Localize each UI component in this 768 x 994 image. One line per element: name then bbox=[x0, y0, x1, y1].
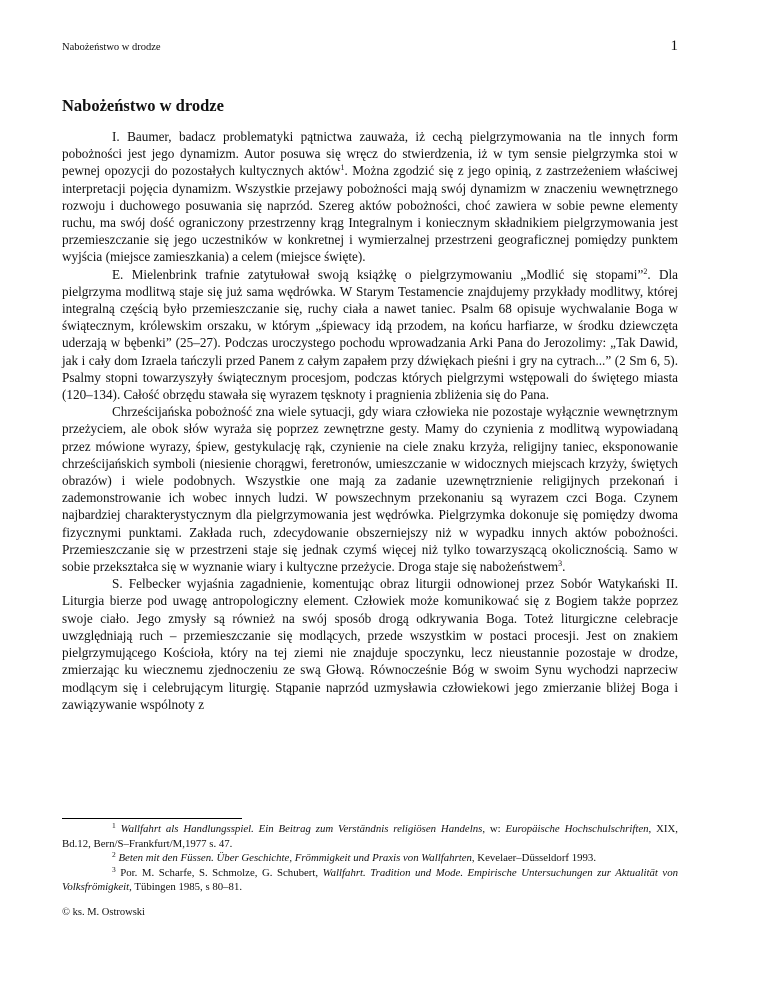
paragraph-4: S. Felbecker wyjaśnia zagadnienie, komentując obraz liturgii odnowionej przez Sobór Watykański II. Liturgia bierze pod uwagę antropologiczny element. Człowiek może komunikować się z Bogiem także poprzez swoje ciało. Jego zmysły są również na swój sposób drogą odkrywania Boga. Toteż liturgiczne celebracje uwzględniają ruch – przemieszczanie się modlących, przede wszystkim w postaci procesji. Jest on znakiem pielgrzymującego Kościoła, który na tej ziemi nie znajduje spoczynku, lecz nieustannie pozostaje w drodze, zmierzając ku wiecznemu zjednoczeniu ze swą Głową. Równocześnie Bóg w swoim Synu wychodzi naprzeciw modlącym się i celebrującym liturgię. Stąpanie naprzód uzmysławia człowiekowi jego zmierzanie bliżej Boga i zawiązywanie wspólnoty z bbox=[62, 576, 678, 712]
paragraph-2-text: E. Mielenbrink trafnie zatytułował swoją książkę o pielgrzymowaniu „Modlić się stopami” bbox=[112, 266, 644, 282]
footnote-ref-3[interactable]: 3 bbox=[558, 559, 563, 569]
paragraph-2-text-cont: . Dla pielgrzyma modlitwą staje się już sama wędrówka. W Starym Testamencie znajdujemy przykłady modlitwy, której integralną częścią było przemieszczanie się, ruchy ciała a nawet taniec. Psalm 68 opisuje wychwalanie Boga w świątecznym, królewskim orszaku, w którym „śpiewacy idą przodem, na końcu harfiarze, w środku dziewczęta uderzają w bębenki” (25–27). Podczas uroczystego pochodu wprowadzania Arki Pana do Jerozolimy: „Tak Dawid, jak i cały dom Izraela tańczyli przed Panem z całym zapałem przy dźwiękach pieśni i gry na cytrach...” (2 Sm 6, 5). Psalmy stopni towarzyszyły świątecznym procesjom, podczas których pielgrzymi wstępowali do świętego miasta (120–134). Całość obrzędu stawała się wyrazem tęsknoty i pragnienia zbliżenia się do Pana. bbox=[62, 266, 678, 403]
document-title: Nabożeństwo w drodze bbox=[62, 96, 224, 115]
footnote-title: Wallfahrt als Handlungsspiel. Ein Beitrag zum Verständnis religiösen Handelns bbox=[120, 823, 483, 835]
page-number: 1 bbox=[670, 38, 678, 54]
paragraph-1 bbox=[62, 128, 678, 266]
footnote-text: , XIX, Bd.12, Bern/S–Frankfurt/M,1977 s. 47. bbox=[62, 823, 678, 850]
footnote-text: , Kevelaer–Düsseldorf 1993. bbox=[471, 852, 597, 864]
paragraph-3-text-cont: . bbox=[562, 559, 566, 575]
footnote-text: , Tübingen 1985, s 80–81. bbox=[129, 881, 243, 893]
page-footer: © ks. M. Ostrowski bbox=[62, 907, 145, 918]
paragraph-2 bbox=[62, 266, 678, 404]
footnote-series: Europäische Hochschulschriften bbox=[505, 823, 649, 835]
footnote-text: Por. M. Scharfe, S. Schmolze, G. Schubert, bbox=[120, 866, 323, 879]
paragraph-3-text: Chrześcijańska pobożność zna wiele sytuacji, gdy wiara człowieka nie pozostaje wyłącznie wewnętrznym przeżyciem, ale obok słów wyraża się poprzez zewnętrzne gesty. Mamy do czynienia z modlitwą wypowiadaną przez mówione wyrazy, śpiew, gestykulację rąk, czynienie na ciele znaku krzyża, religijny taniec, eksponowanie chrześcijańskich symboli (niesienie chorągwi, feretronów, umieszczanie w widocznych miejscach krzyży, świętych obrazów) i wiele podobnych. Wszystkie one mają za zadanie uzewnętrznienie religijnych przekonań i zademonstrowanie ich wobec innych ludzi. W powszechnym przekonaniu są wyrazem czci Boga. Czynem najbardziej charakterystycznym dla pielgrzymowania jest wędrówka. Pielgrzymka dokonuje się pomiędzy dwoma fizycznymi punktami. Zakłada ruch, zdecydowanie obszerniejszy niż w wypadku innych aktów pobożności. Przemieszczanie się w przestrzeni staje się jednak czymś więcej niż tylko towarzyszącą okolicznością. Samo w sobie przekształca się w wyznanie wiary i kultyczne przeżycie. Droga staje się nabożeństwem bbox=[62, 404, 678, 575]
footnote-title: Beten mit den Füssen. Über Geschichte, Frömmigkeit und Praxis von Wallfahrten bbox=[118, 852, 472, 864]
footnote-3 bbox=[62, 866, 678, 895]
footnote-number: 3 bbox=[112, 864, 116, 874]
footnote-2 bbox=[62, 851, 678, 866]
paragraph-1-text: I. Baumer, badacz problematyki pątnictwa zauważa, iż cechą pielgrzymowania na tle innych form pobożności jest jego dynamizm. Autor posuwa się wręcz do stwierdzenia, iż w tym sensie pielgrzymka stoi w pewnej opozycji do pozostałych kultycznych aktów bbox=[62, 129, 678, 179]
paragraph-3 bbox=[62, 403, 678, 575]
footnote-1 bbox=[62, 822, 678, 851]
footnote-number: 2 bbox=[112, 850, 116, 859]
main-text bbox=[62, 128, 678, 713]
footnote-ref-1[interactable]: 1 bbox=[340, 163, 345, 173]
running-title: Nabożeństwo w drodze bbox=[62, 42, 161, 53]
footnote-separator bbox=[62, 818, 242, 819]
footnote-title: Wallfahrt. Tradition und Mode. Empirische Untersuchungen zur Aktualität von Volksfrömigkeit bbox=[62, 866, 678, 893]
footnote-number: 1 bbox=[112, 821, 116, 830]
footnote-text: , w: bbox=[482, 823, 506, 835]
page-header bbox=[62, 38, 678, 58]
footnote-ref-2[interactable]: 2 bbox=[643, 266, 648, 276]
footnotes bbox=[62, 822, 678, 895]
paragraph-1-text-cont: . Można zgodzić się z jego opinią, z zastrzeżeniem właściwej interpretacji pojęcia dynamizm. Wszystkie przejawy pobożności mają swój dynamizm w znaczeniu wewnętrznego rozwoju i duchowego posuwania się naprzód. Szereg aktów pobożności, choć zawiera w sobie pewne elementy ruchu, ma swój dość ograniczony przestrzenny krąg Integralnym i koniecznym składnikiem pielgrzymowania jest przemieszczanie się jego uczestników w konkretnej i wymierzalnej przestrzeni geograficznej pomiędzy punktem wyjścia (miejsce zamieszkania) a celem (miejsce święte). bbox=[62, 163, 678, 265]
